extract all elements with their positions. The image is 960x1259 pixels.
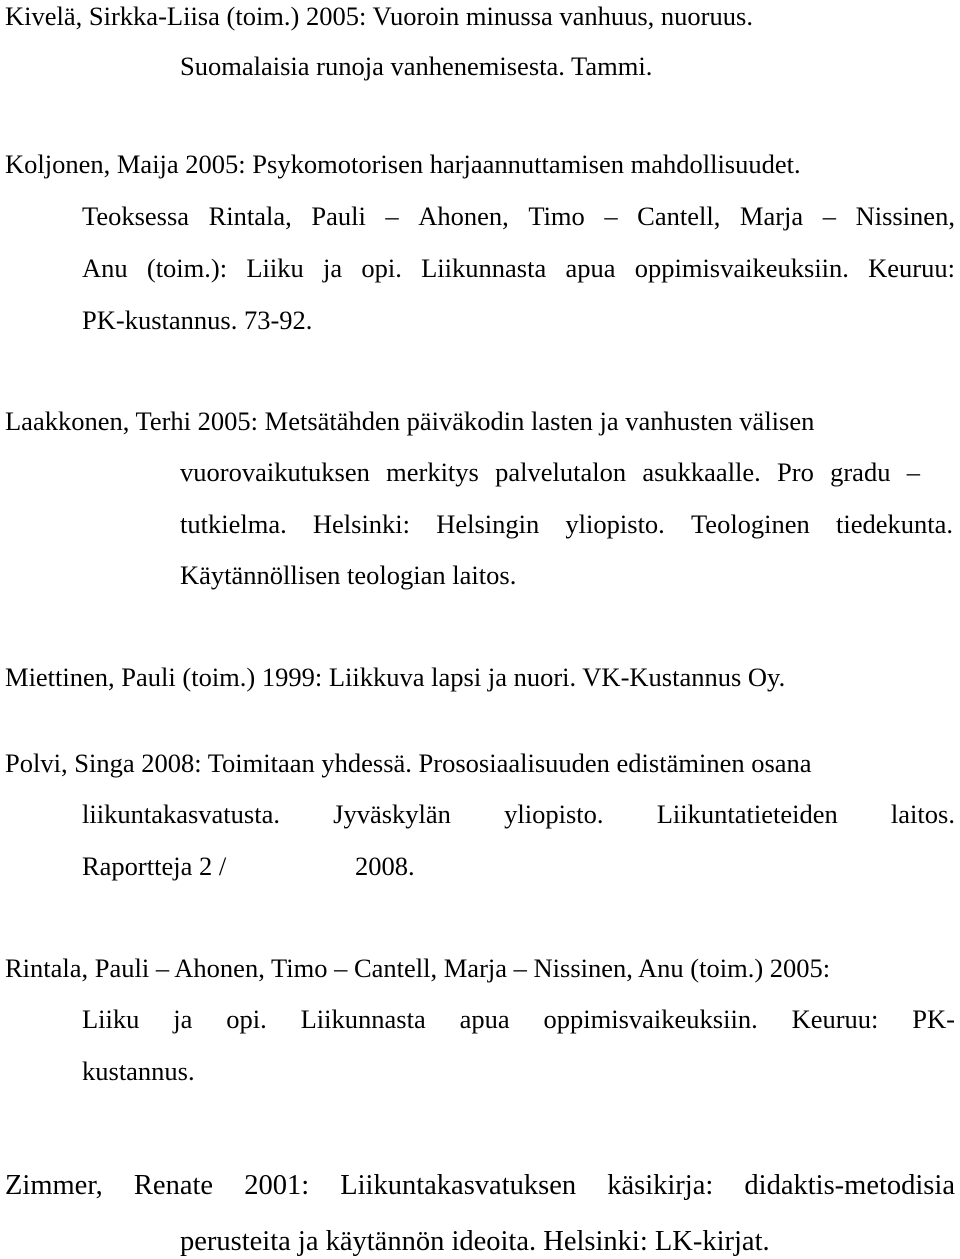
reference-line: 2008. [355,851,415,881]
word: Pro [777,457,814,487]
reference-line: Suomalaisia runoja vanhenemisesta. Tammi. [180,51,653,81]
word: Keuruu: [791,1004,879,1034]
word: Teologinen [690,509,810,539]
reference-line-justified [82,255,955,282]
word: Liiku [246,253,304,283]
word: yliopisto. [565,509,665,539]
word: Liikunnasta [421,253,547,283]
word: Teoksessa [82,201,190,231]
word: Pauli [311,201,366,231]
reference-line-justified [82,801,955,828]
word: asukkaalle. [642,457,761,487]
word: 2001: [244,1170,310,1201]
word: tiedekunta. [835,509,953,539]
word: Anu [82,253,128,283]
reference-line-justified [180,511,953,538]
word: oppimisvaikeuksiin. [543,1004,758,1034]
word: apua [565,253,616,283]
word: didaktis-metodisia [744,1170,955,1201]
word: – [822,201,836,231]
reference-line: perusteita ja käytännön ideoita. Helsinki: LK-kirjat. [180,1226,770,1257]
word: yliopisto. [504,799,604,829]
word: (toim.): [146,253,228,283]
reference-line: Koljonen, Maija 2005: Psykomotorisen harjaannuttamisen mahdollisuudet. [5,149,801,179]
word: apua [459,1004,510,1034]
reference-line-justified [82,203,955,230]
reference-line-justified [5,1172,955,1201]
word: tutkielma. [180,509,287,539]
word: – [906,457,920,487]
word: Nissinen, [855,201,955,231]
reference-line: Miettinen, Pauli (toim.) 1999: Liikkuva lapsi ja nuori. VK-Kustannus Oy. [5,662,786,692]
word: Liiku [82,1004,140,1034]
reference-line: Kivelä, Sirkka-Liisa (toim.) 2005: Vuoroin minussa vanhuus, nuoruus. [5,1,753,31]
word: gradu [830,457,891,487]
reference-line: Raportteja 2 / [82,851,227,881]
word: Zimmer, [5,1170,103,1201]
word: opi. [226,1004,267,1034]
word: käsikirja: [607,1170,714,1201]
word: Renate [133,1170,214,1201]
word: liikuntakasvatusta. [82,799,280,829]
word: – [604,201,618,231]
word: laitos. [890,799,955,829]
word: merkitys [386,457,479,487]
word: Jyväskylän [333,799,451,829]
reference-line-justified [180,459,920,486]
word: Helsinki: [312,509,411,539]
reference-line: kustannus. [82,1056,195,1086]
word: ja [323,253,343,283]
word: oppimisvaikeuksiin. [634,253,849,283]
reference-line: Käytännöllisen teologian laitos. [180,560,517,590]
word: Marja [739,201,804,231]
word: Keuruu: [868,253,955,283]
word: Liikunnasta [300,1004,426,1034]
reference-line: PK-kustannus. 73-92. [82,305,313,335]
word: PK- [912,1004,955,1034]
word: Helsingin [436,509,540,539]
word: Ahonen, [418,201,509,231]
reference-line: Laakkonen, Terhi 2005: Metsätähden päiväkodin lasten ja vanhusten välisen [5,406,815,436]
reference-line: Polvi, Singa 2008: Toimitaan yhdessä. Prososiaalisuuden edistäminen osana [5,748,812,778]
word: Liikuntatieteiden [656,799,838,829]
word: opi. [361,253,402,283]
word: Cantell, [637,201,721,231]
word: ja [173,1004,193,1034]
word: Timo [528,201,585,231]
word: vuorovaikutuksen [180,457,370,487]
word: Rintala, [208,201,292,231]
word: – [385,201,399,231]
reference-line: Rintala, Pauli – Ahonen, Timo – Cantell, Marja – Nissinen, Anu (toim.) 2005: [5,953,831,983]
word: Liikuntakasvatuksen [340,1170,577,1201]
reference-line-justified [82,1006,955,1033]
word: palvelutalon [495,457,627,487]
